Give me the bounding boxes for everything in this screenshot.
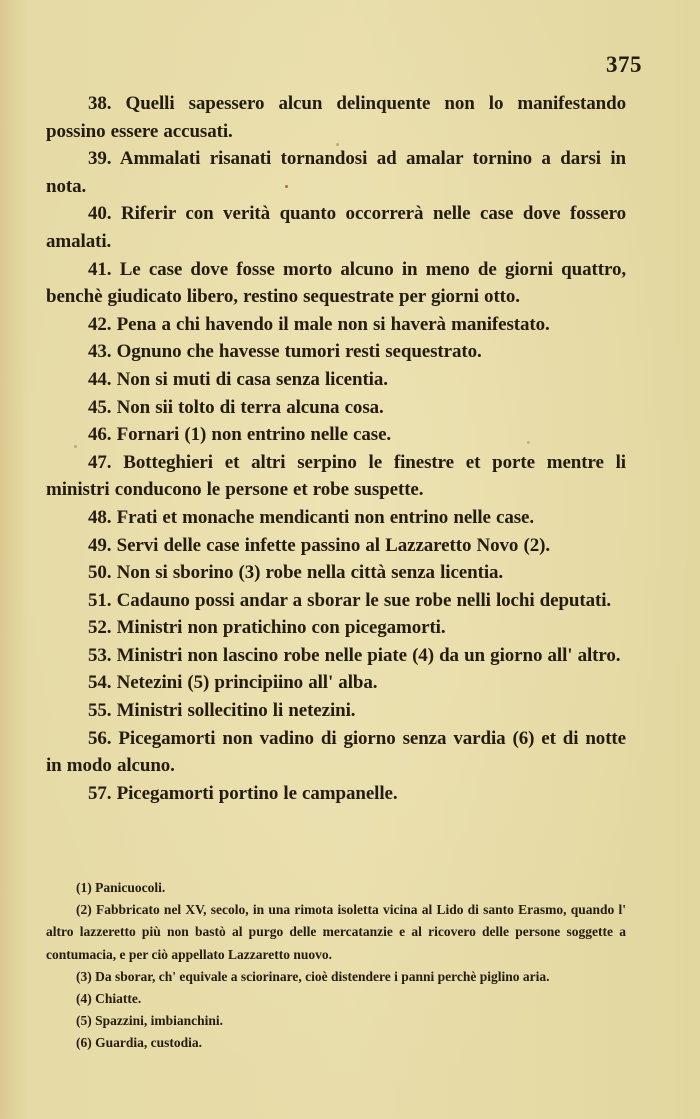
rule-56: 56. Picegamorti non vadino di giorno senza vardia (6) et di notte in modo alcuno. bbox=[46, 727, 626, 777]
page-number: 375 bbox=[606, 52, 642, 77]
footnote-5: (5) Spazzini, imbianchini. bbox=[76, 1013, 224, 1029]
rule-38: 38. Quelli sapessero alcun delinquente non lo manifestando possino essere accusati. bbox=[46, 93, 626, 142]
paper-speck bbox=[74, 445, 77, 448]
rule-47: 47. Botteghieri et altri serpino le finestre et porte mentre li ministri conducono le persone et robe suspette. bbox=[46, 451, 626, 501]
footnotes bbox=[46, 877, 626, 1055]
rule-54: 54. Netezini (5) principiino all' alba. bbox=[88, 672, 378, 694]
rules-list bbox=[46, 90, 626, 807]
footnote-2: (2) Fabbricato nel XV, secolo, in una rimota isoletta vicina al Lido di santo Erasmo, quando l' altro lazzeretto più non bastò al purgo delle mercatanzie e al ricovero delle persone soggette a contumacia, e per ciò appellato Lazzaretto nuovo. bbox=[46, 902, 626, 962]
rule-53: 53. Ministri non lascino robe nelle piate (4) da un giorno all' altro. bbox=[88, 644, 621, 666]
rule-39: 39. Ammalati risanati tornandosi ad amalar tornino a darsi in nota. bbox=[46, 148, 626, 197]
rule-42: 42. Pena a chi havendo il male non si haverà manifestato. bbox=[88, 313, 550, 335]
rule-57: 57. Picegamorti portino le campanelle. bbox=[88, 782, 398, 804]
rule-50: 50. Non si sborino (3) robe nella città senza licentia. bbox=[88, 562, 504, 584]
rule-45: 45. Non sii tolto di terra alcuna cosa. bbox=[88, 396, 384, 418]
footnote-1: (1) Panicuocoli. bbox=[76, 880, 166, 895]
paper-speck bbox=[285, 185, 288, 188]
rule-51: 51. Cadauno possi andar a sborar le sue robe nelli lochi deputati. bbox=[88, 589, 612, 611]
paper-speck bbox=[527, 441, 530, 444]
paper-speck bbox=[336, 143, 339, 146]
rule-46: 46. Fornari (1) non entrino nelle case. bbox=[88, 424, 392, 446]
footnote-3: (3) Da sborar, ch' equivale a sciorinare, cioè distendere i panni perchè piglino aria. bbox=[76, 968, 550, 984]
footnote-4: (4) Chiatte. bbox=[76, 991, 142, 1007]
rule-52: 52. Ministri non pratichino con picegamorti. bbox=[88, 617, 446, 639]
rule-41: 41. Le case dove fosse morto alcuno in meno de giorni quattro, benchè giudicato libero, restino sequestrate per giorni otto. bbox=[46, 258, 626, 308]
rule-48: 48. Frati et monache mendicanti non entrino nelle case. bbox=[88, 506, 535, 528]
rule-40: 40. Riferir con verità quanto occorrerà nelle case dove fossero amalati. bbox=[46, 203, 626, 252]
footnote-6: (6) Guardia, custodia. bbox=[76, 1035, 203, 1051]
rule-55: 55. Ministri sollecitino li netezini. bbox=[88, 700, 356, 722]
rule-49: 49. Servi delle case infette passino al Lazzaretto Novo (2). bbox=[88, 534, 550, 556]
rule-43: 43. Ognuno che havesse tumori resti sequestrato. bbox=[88, 341, 482, 363]
rule-44: 44. Non si muti di casa senza licentia. bbox=[88, 368, 388, 390]
